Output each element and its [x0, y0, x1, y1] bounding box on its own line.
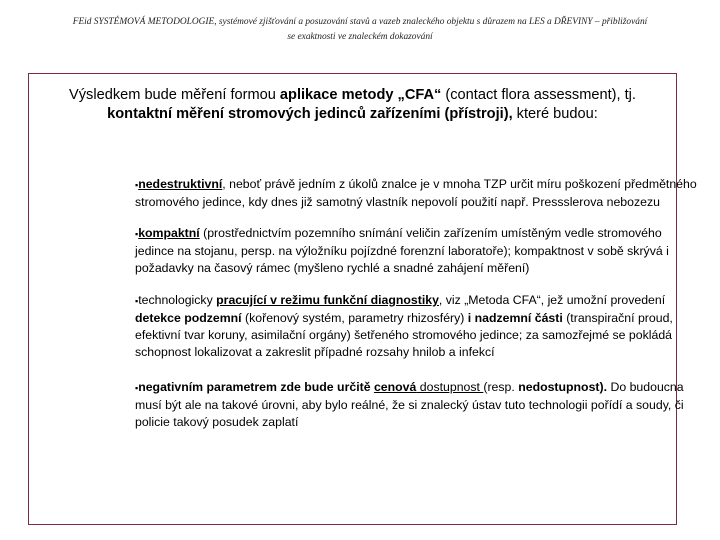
- bullet-text: Do budoucna musí být ale na takové úrovni, aby bylo reálné, že si znalecký ústav tuto technologii pořídí a soudy, či policie takový posudek zaplatí: [135, 380, 684, 429]
- keyword-aboveground-part: i nadzemní části: [467, 311, 563, 325]
- bullet-marker: ▪: [135, 383, 139, 393]
- bullet-text: , viz „Metoda CFA“, jež umožní provedení: [438, 293, 666, 307]
- keyword-functional-diagnostics: pracující v režimu funkční diagnostiky: [216, 293, 439, 307]
- bullet-marker: ▪: [135, 296, 139, 306]
- keyword-price: cenová: [373, 380, 417, 394]
- intro-text-1: Výsledkem bude měření formou: [69, 87, 280, 103]
- bullet-item-nondestructive: [135, 176, 700, 211]
- keyword-compact: kompaktní: [138, 226, 200, 240]
- bullet-text: (transpirační proud, efektivní tvar koruny, asimilační orgány) šetřeného stromového jedince; za samozřejmé se pokládá schopnost lokalizovat a zakreslit případné rozsahy hnilob a infekcí: [135, 311, 673, 359]
- bullet-list: [135, 176, 700, 445]
- bullet-text: , neboť právě jedním z úkolů znalce je v mnoha TZP určit míru poškození předmětného stromového jedince, kdy dnes již samotný vlastník nepovolí použití např. Pressslerova nebozezu: [135, 177, 697, 209]
- bullet-item-diagnostics: [135, 292, 700, 361]
- keyword-unavailability: nedostupnost).: [518, 380, 608, 394]
- bullet-marker: ▪: [135, 180, 139, 190]
- intro-bold-measurement: kontaktní měření stromových jedinců zařízeními (přístroji),: [107, 106, 513, 122]
- keyword-nondestructive: nedestruktivní: [138, 177, 223, 191]
- intro-text-3: které budou:: [512, 106, 598, 122]
- bullet-item-compact: [135, 225, 700, 277]
- bullet-text: (kořenový systém, parametry rhizosféry): [241, 311, 468, 325]
- slide-header: [8, 15, 712, 45]
- intro-paragraph: [35, 86, 670, 124]
- bullet-text: (prostřednictvím pozemního snímání veličin zařízením umístěným vedle stromového jedince na stojanu, persp. na výložníku pojízdné forenzní laboratoře); kompaktnost v sobě skrývá i požadavky na časový rámec (myšleno rychlé a snadné zahájení měření): [135, 226, 669, 275]
- keyword-underground-detection: detekce podzemní: [135, 311, 242, 325]
- header-line-1: FEid SYSTÉMOVÁ METODOLOGIE, systémové zjišťování a posuzování stavů a vazeb znaleckého objektu s důrazem na LES a DŘEVINY – přibližování: [72, 17, 648, 27]
- keyword-negative-parameter: negativním parametrem zde bude určitě: [138, 380, 374, 394]
- keyword-availability: dostupnost: [416, 380, 484, 394]
- bullet-text-lead: technologicky: [138, 293, 217, 307]
- intro-bold-cfa: aplikace metody „CFA“: [279, 87, 442, 103]
- header-line-2: se exaktnosti ve znaleckém dokazování: [287, 32, 433, 42]
- bullet-text: (resp.: [483, 380, 519, 394]
- bullet-marker: ▪: [135, 229, 139, 239]
- bullet-item-cost: [135, 379, 700, 431]
- intro-text-2: (contact flora assessment), tj.: [441, 87, 636, 103]
